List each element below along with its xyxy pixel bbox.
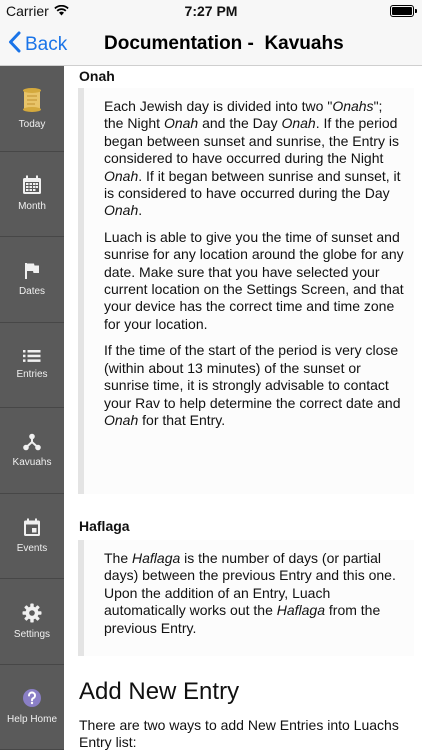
sidebar-item-help-home[interactable] [0,665,64,750]
sidebar-item-label: Today [18,118,46,130]
sidebar-item-label: Dates [18,285,46,297]
section-heading-add-new-entry: Add New Entry [79,678,240,705]
sidebar-item-label: Help Home [6,714,58,726]
chevron-left-icon [8,31,21,59]
carrier-label: Carrier [6,3,49,19]
sidebar-item-label: Month [18,201,46,213]
sidebar-item-label: Entries [16,369,48,381]
onah-paragraph-1: Each Jewish day is divided into two "Onahs"; the Night Onah and the Day Onah. If the period began between sunset and sunrise, the Entry is considered to have occurred during the Night Onah. If it began between sunrise and sunset, it is considered to have occurred during the Day Onah. [104,98,401,219]
section-heading-haflaga: Haflaga [79,518,130,534]
sidebar-item-kavuahs[interactable] [0,408,64,494]
navigation-bar [0,22,422,66]
calendar-event-icon [23,518,41,537]
sidebar-item-label: Settings [13,628,51,640]
sidebar-item-label: Events [16,542,48,554]
back-label: Back [25,34,68,55]
sidebar-item-month[interactable] [0,152,64,238]
share-nodes-icon [23,433,41,451]
sidebar-item-settings[interactable] [0,579,64,665]
onah-paragraph-2: Luach is able to give you the time of sunset and sunrise for any location around the globe for any date. Make sure that you have selected your current location on the Settings Screen, and that your device has the correct time and time zone for your location. [104,228,404,332]
sidebar-item-entries[interactable] [0,323,64,409]
onah-paragraph-3: If the time of the start of the period is very close (within about 13 minutes) of the sunset or sunrise time, it is strongly advisable to contact your Rav to help determine the correct date and Onah for that Entry. [104,342,401,428]
battery-icon [390,5,414,17]
sidebar-item-dates[interactable] [0,237,64,323]
haflaga-text-block [78,540,414,656]
gear-icon [22,603,42,623]
sidebar-item-today[interactable] [0,66,64,152]
add-entry-intro: There are two ways to add New Entries into Luachs Entry list: [79,717,399,750]
flag-icon [24,262,40,280]
sidebar-item-events[interactable] [0,494,64,580]
sidebar-item-label: Kavuahs [12,456,52,468]
page-title: Documentation - Kavuahs [104,33,344,54]
scroll-icon [20,87,44,113]
help-icon [22,688,42,708]
list-icon [23,349,41,363]
status-time: 7:27 PM [184,3,238,19]
back-button[interactable] [8,31,67,59]
sidebar [0,66,64,750]
documentation-content[interactable] [64,66,422,750]
haflaga-paragraph-1: The Haflaga is the number of days (or partial days) between the previous Entry and this one. Upon the addition of an Entry, Luach automatically works out the Haflaga from the previous Entry. [104,550,396,636]
section-heading-onah: Onah [79,68,115,84]
calendar-grid-icon [22,175,42,195]
onah-text-block [78,88,414,494]
status-bar [0,0,422,22]
